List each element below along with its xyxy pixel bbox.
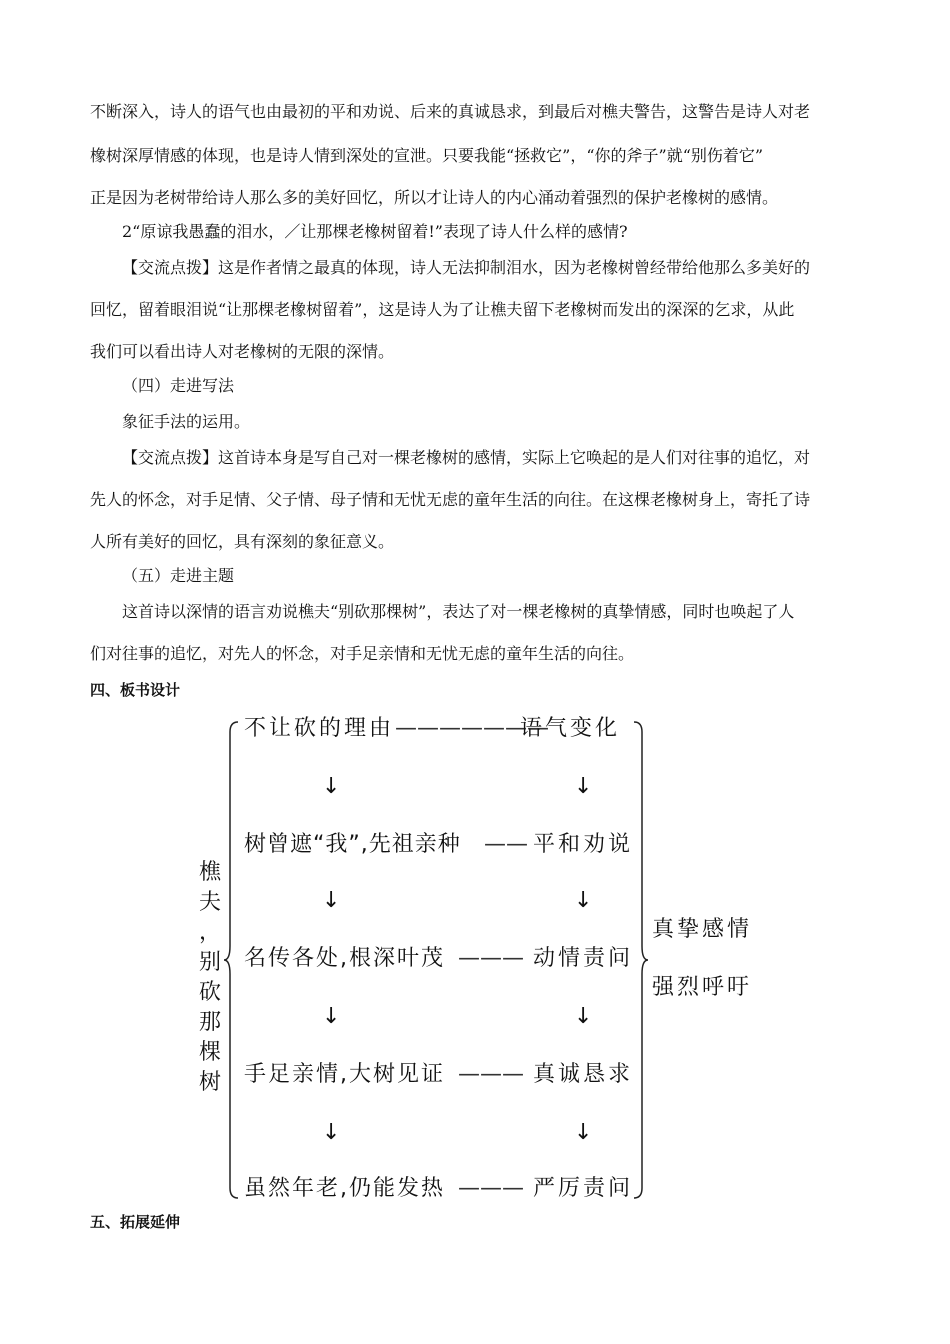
down-arrow-icon: ↓	[574, 888, 593, 913]
board-vertical-title	[197, 858, 223, 1098]
down-arrow-icon: ↓	[322, 774, 341, 799]
paragraph-line: 我们可以看出诗人对老橡树的无限的深情。	[90, 342, 395, 361]
board-row-left: 虽然年老,仍能发热	[244, 1176, 445, 1201]
down-arrow-icon: ↓	[322, 1120, 341, 1145]
paragraph-line: 不断深入，诗人的语气也由最初的平和劝说、后来的真诚恳求，到最后对樵夫警告，这警告是诗人对老	[90, 102, 811, 121]
down-arrow-icon: ↓	[322, 1004, 341, 1029]
section-heading-4: 四、板书设计	[90, 681, 181, 699]
down-arrow-icon: ↓	[574, 1004, 593, 1029]
board-row-right: 严厉责问	[533, 1176, 634, 1201]
paragraph-line: 们对往事的追忆，对先人的怀念，对手足亲情和无忧无虑的童年生活的向往。	[90, 644, 635, 663]
section-heading-5: 五、拓展延伸	[90, 1213, 181, 1231]
title-char: 夫	[198, 890, 221, 915]
board-row-dash: ———	[458, 1176, 524, 1201]
board-summary: 强烈呼吁	[652, 975, 753, 1000]
board-row-dash: ———	[458, 1062, 524, 1087]
title-char: 砍	[198, 980, 221, 1005]
board-row-dash: ———	[458, 946, 524, 971]
board-row-left: 手足亲情,大树见证	[244, 1062, 445, 1087]
down-arrow-icon: ↓	[574, 1120, 593, 1145]
board-summary: 真挚感情	[652, 917, 753, 942]
paragraph-line: 先人的怀念，对手足情、父子情、母子情和无忧无虑的童年生活的向往。在这棵老橡树身上，寄托了诗	[90, 490, 811, 509]
paragraph-line: 回忆，留着眼泪说“让那棵老橡树留着”，这是诗人为了让樵夫留下老橡树而发出的深深的乞求，从此	[90, 300, 795, 319]
board-row-right: 真诚恳求	[533, 1062, 634, 1087]
paragraph-line: 【交流点拨】这首诗本身是写自己对一棵老橡树的感情，实际上它唤起的是人们对往事的追忆，对	[122, 448, 811, 467]
paragraph-line: 橡树深厚情感的体现，也是诗人情到深处的宣泄。只要我能“拯救它”，“你的斧子”就“别伤着它”	[90, 146, 764, 165]
title-char: 棵	[198, 1040, 221, 1065]
board-row-right: 平和劝说	[533, 832, 634, 857]
paragraph-line: 人所有美好的回忆，具有深刻的象征意义。	[90, 532, 395, 551]
title-char: 别	[198, 950, 221, 975]
board-row-left: 名传各处,根深叶茂	[244, 946, 445, 971]
section-subheading: （四）走进写法	[122, 376, 235, 395]
left-brace-icon	[222, 718, 242, 1202]
board-row-left: 不让砍的理由	[244, 716, 395, 741]
question-line: 2“原谅我愚蠢的泪水，／让那棵老橡树留着!”表现了诗人什么样的感情?	[122, 222, 628, 241]
title-char: ，	[198, 920, 221, 945]
paragraph-line: 这首诗以深情的语言劝说樵夫“别砍那棵树”，表达了对一棵老橡树的真挚情感，同时也唤起了人	[122, 602, 795, 621]
paragraph-line: 【交流点拨】这是作者情之最真的体现，诗人无法抑制泪水，因为老橡树曾经带给他那么多美好的	[122, 258, 811, 277]
board-row-right: 动情责问	[533, 946, 634, 971]
down-arrow-icon: ↓	[574, 774, 593, 799]
section-subheading: （五）走进主题	[122, 566, 235, 585]
title-char: 樵	[198, 860, 221, 885]
title-char: 那	[198, 1010, 221, 1035]
board-row-dash: ——	[484, 832, 528, 857]
down-arrow-icon: ↓	[322, 888, 341, 913]
title-char: 树	[198, 1070, 221, 1095]
board-row-left: 树曾遮“我”,先祖亲种	[244, 832, 461, 857]
board-row-right: 语气变化	[520, 716, 621, 741]
board-row-dash: ———————	[395, 716, 549, 741]
paragraph-line: 正是因为老树带给诗人那么多的美好回忆，所以才让诗人的内心涌动着强烈的保护老橡树的感情。	[90, 188, 779, 207]
paragraph-line: 象征手法的运用。	[122, 412, 251, 431]
